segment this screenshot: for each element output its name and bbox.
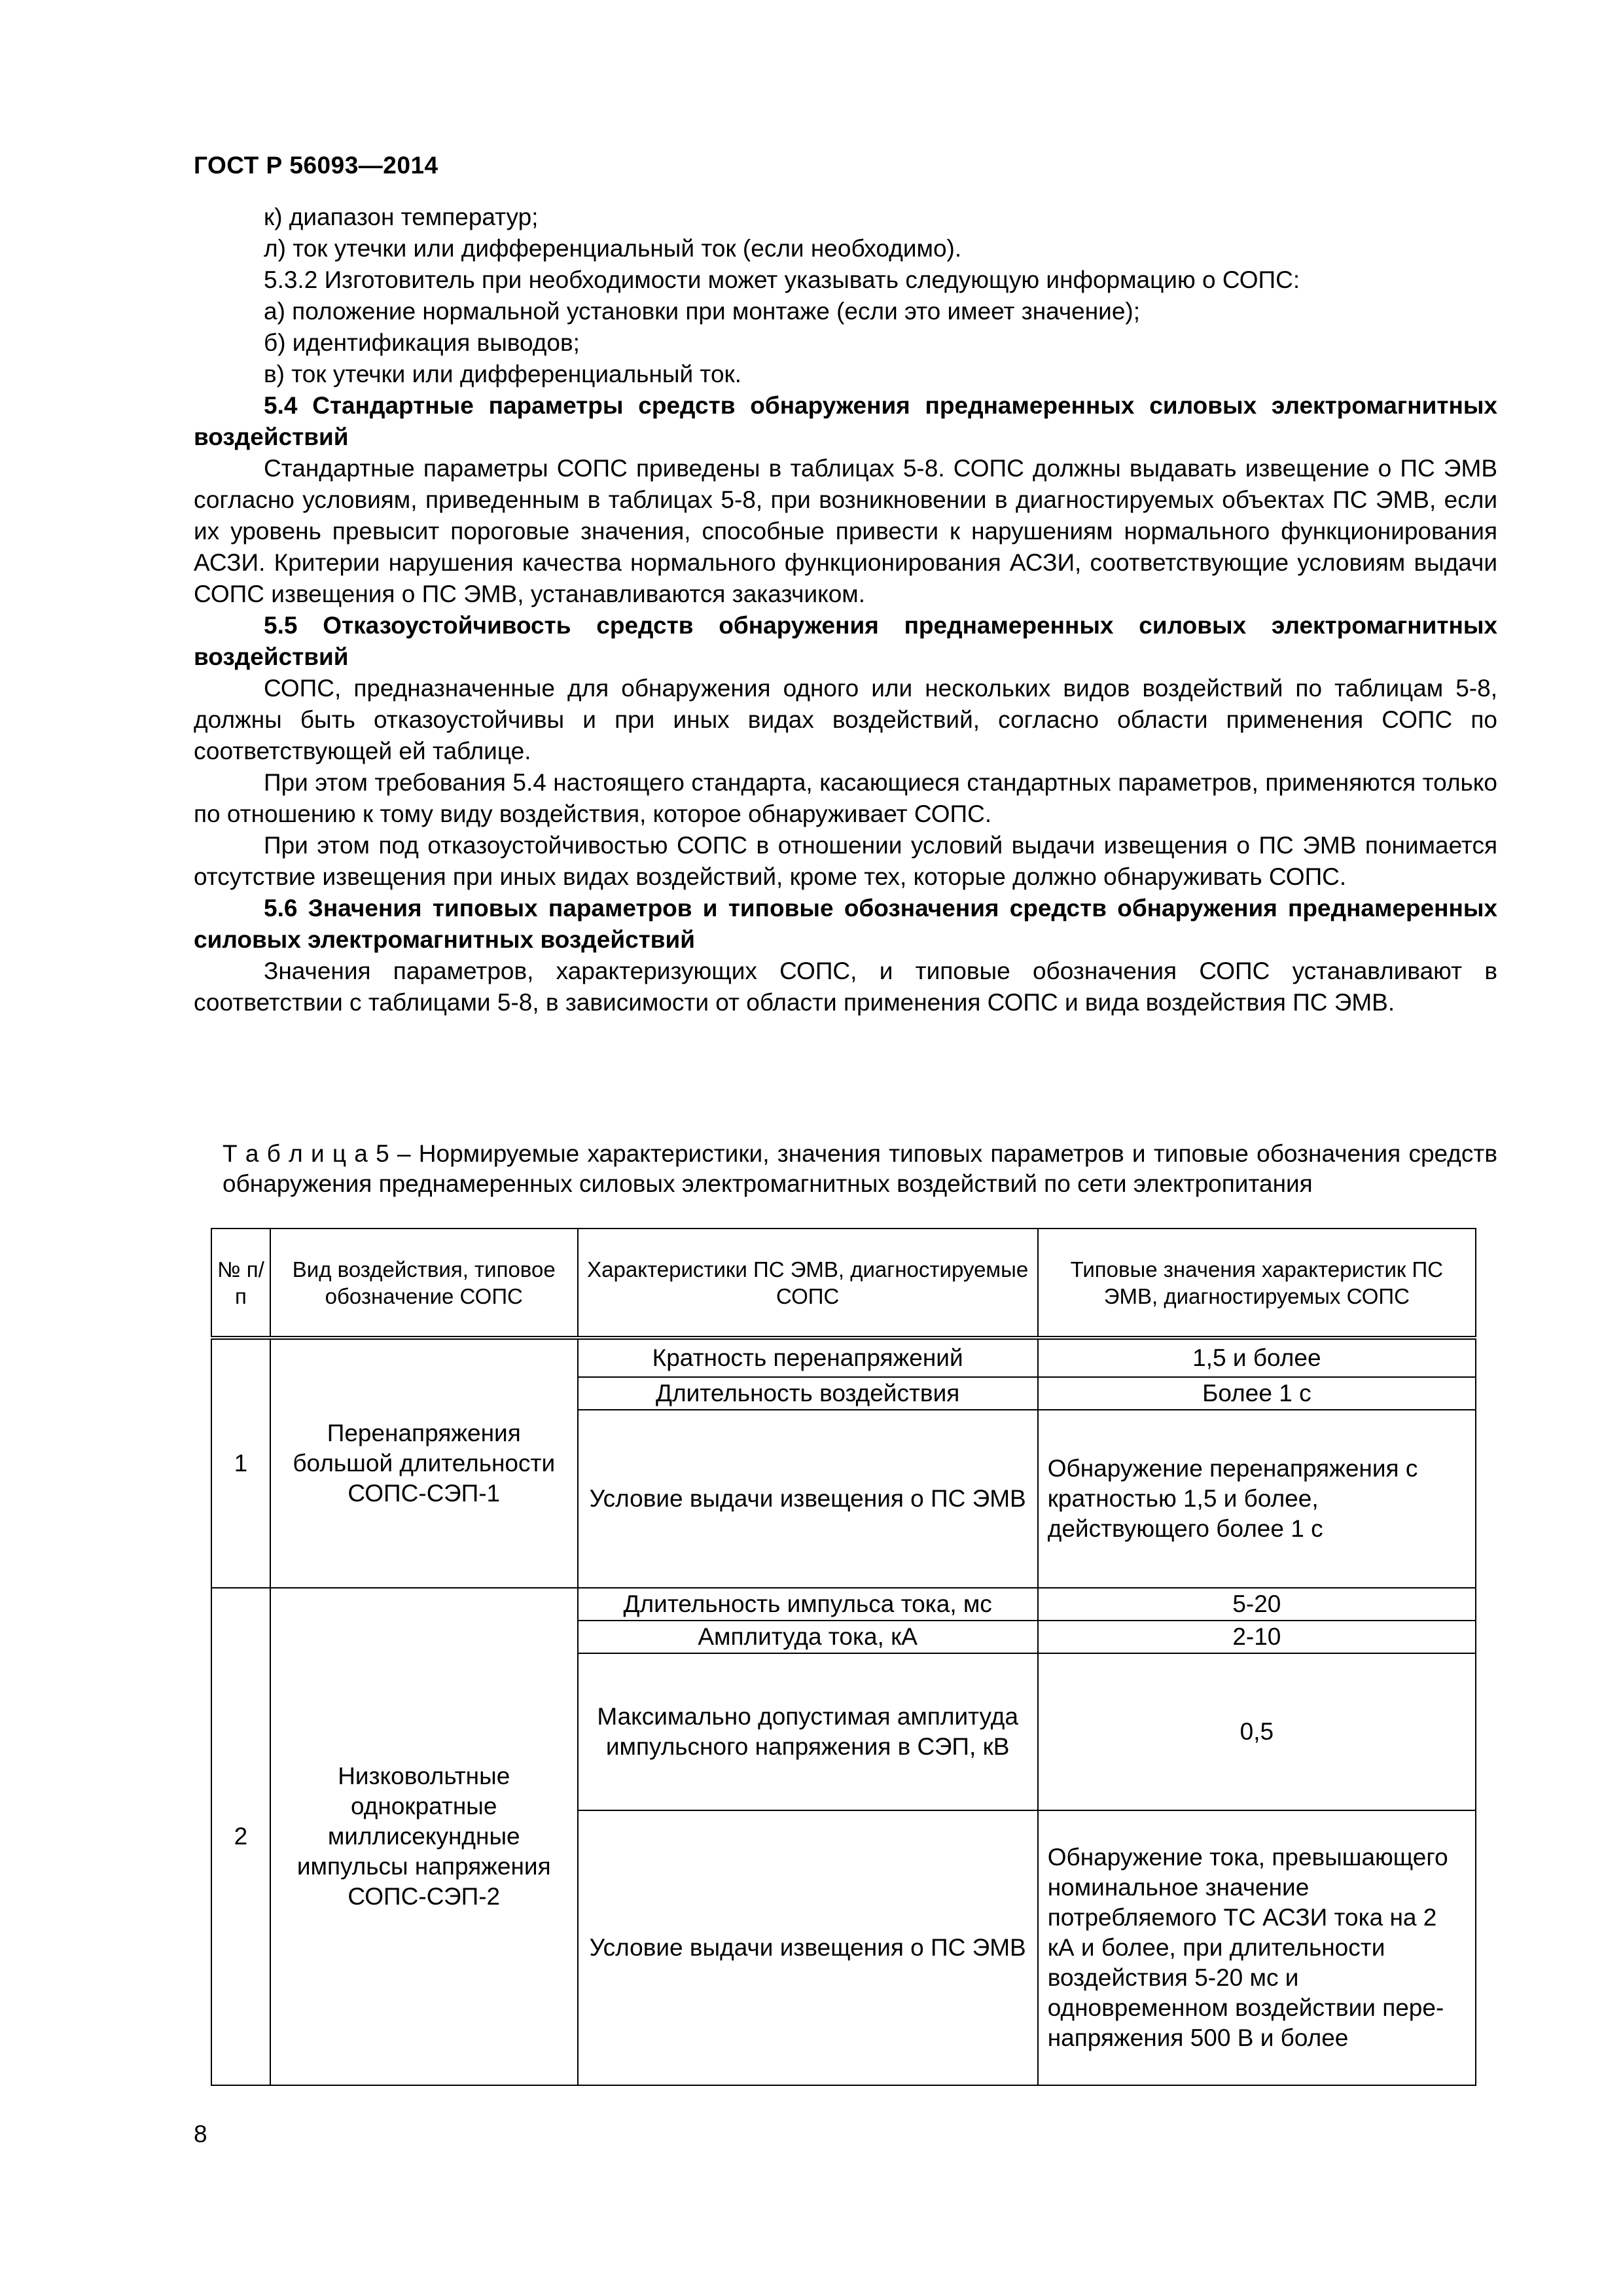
table-row (211, 1338, 1476, 1377)
row2-num: 2 (211, 1588, 270, 2085)
row2-char-2: Амплитуда тока, кА (578, 1621, 1038, 1653)
row1-num: 1 (211, 1338, 270, 1588)
clause-5-3-2: 5.3.2 Изготовитель при необходимости может указывать следующую информацию о СОПС: (264, 266, 1300, 293)
row2-char-4: Условие выдачи извещения о ПС ЭМВ (578, 1810, 1038, 2085)
row1-char-1: Кратность перенапряжений (578, 1338, 1038, 1377)
row2-kind: Низковольтные однократные миллисекундные импульсы напряжения СОПС-СЭП-2 (270, 1588, 578, 2085)
row2-value-3: 0,5 (1038, 1653, 1476, 1810)
header-characteristics: Характеристики ПС ЭМВ, диагностируемые СОПС (578, 1229, 1038, 1338)
section-5-5-paragraph: При этом под отказоустойчивостью СОПС в отношении условий выдачи извещения о ПС ЭМВ понимается отсутствие извещения при иных видах воздействий, кроме тех, которые должно обнаруживать СОПС. (194, 832, 1497, 890)
list-item: в) ток утечки или дифференциальный ток. (264, 361, 741, 387)
body-text (194, 202, 1497, 1018)
section-5-6-heading: 5.6 Значения типовых параметров и типовые обозначения средств обнаружения преднамеренных силовых электромагнитных воздействий (194, 895, 1497, 953)
list-item: б) идентификация выводов; (264, 329, 580, 356)
row1-kind: Перенапряжения большой длительности СОПС-СЭП-1 (270, 1338, 578, 1588)
row2-char-1: Длительность импульса тока, мс (578, 1588, 1038, 1621)
list-item: а) положение нормальной установки при монтаже (если это имеет значение); (264, 298, 1141, 325)
section-5-5-heading: 5.5 Отказоустойчивость средств обнаружения преднамеренных силовых электромагнитных воздействий (194, 612, 1497, 670)
row1-value-2: Более 1 с (1038, 1377, 1476, 1410)
page-number: 8 (194, 2121, 207, 2147)
row1-value-1: 1,5 и более (1038, 1338, 1476, 1377)
table-5 (211, 1228, 1476, 2086)
header-values: Типовые значения характеристик ПС ЭМВ, диагностируемых СОПС (1038, 1229, 1476, 1338)
section-5-4-heading: 5.4 Стандартные параметры средств обнаружения преднамеренных силовых электромагнитных воздействий (194, 392, 1497, 450)
table-row (211, 1588, 1476, 1621)
table-caption (223, 1139, 1497, 1199)
row2-value-1: 5-20 (1038, 1588, 1476, 1621)
row2-char-3: Максимально допустимая амплитуда импульсного напряжения в СЭП, кВ (578, 1653, 1038, 1810)
row2-value-2: 2-10 (1038, 1621, 1476, 1653)
section-5-6-text: Значения параметров, характеризующих СОПС, и типовые обозначения СОПС устанавливают в соответствии с таблицами 5-8, в зависимости от области применения СОПС и вида воздействия ПС ЭМВ. (194, 958, 1497, 1016)
list-item: л) ток утечки или дифференциальный ток (если необходимо). (264, 235, 962, 262)
table-caption-text: – Нормируемые характеристики, значения типовых параметров и типовые обозначения средств обнаружения преднамеренных силовых электромагнитных воздействий по сети электропитания (223, 1140, 1497, 1197)
section-5-5-paragraph: СОПС, предназначенные для обнаружения одного или нескольких видов воздействий по таблицам 5-8, должны быть отказоустойчивы и при иных видах воздействий, согласно области применения СОПС по соответствующей ей таблице. (194, 675, 1497, 764)
section-5-5-paragraph: При этом требования 5.4 настоящего стандарта, касающиеся стандартных параметров, применяются только по отношению к тому виду воздействия, которое обнаруживает СОПС. (194, 769, 1497, 827)
table-header-row (211, 1229, 1476, 1338)
list-item: к) диапазон температур; (264, 204, 539, 230)
row1-char-2: Длительность воздействия (578, 1377, 1038, 1410)
header-num: № п/п (211, 1229, 270, 1338)
table-caption-label: Т а б л и ц а 5 (223, 1140, 389, 1167)
row1-value-3: Обнаружение перенапряжения с кратностью 1,5 и более, действующего более 1 с (1038, 1410, 1476, 1588)
standard-header: ГОСТ Р 56093—2014 (194, 152, 438, 179)
row1-char-3: Условие выдачи извещения о ПС ЭМВ (578, 1410, 1038, 1588)
row2-value-4: Обнаружение тока, превышающего номинальное значение потребляемого ТС АСЗИ тока на 2 кА и более, при длительности воздействия 5-20 мс и одновременном воздействии пере-напряжения 500 В и более (1038, 1810, 1476, 2085)
header-kind: Вид воздействия, типовое обозначение СОПС (270, 1229, 578, 1338)
section-5-4-text: Стандартные параметры СОПС приведены в таблицах 5-8. СОПС должны выдавать извещение о ПС ЭМВ согласно условиям, приведенным в таблицах 5-8, при возникновении в диагностируемых объектах ПС ЭМВ, если их уровень превысит пороговые значения, способные привести к нарушениям нормального функционирования АСЗИ. Критерии нарушения качества нормального функционирования АСЗИ, соответствующие условиям выдачи СОПС извещения о ПС ЭМВ, устанавливаются заказчиком. (194, 455, 1497, 607)
